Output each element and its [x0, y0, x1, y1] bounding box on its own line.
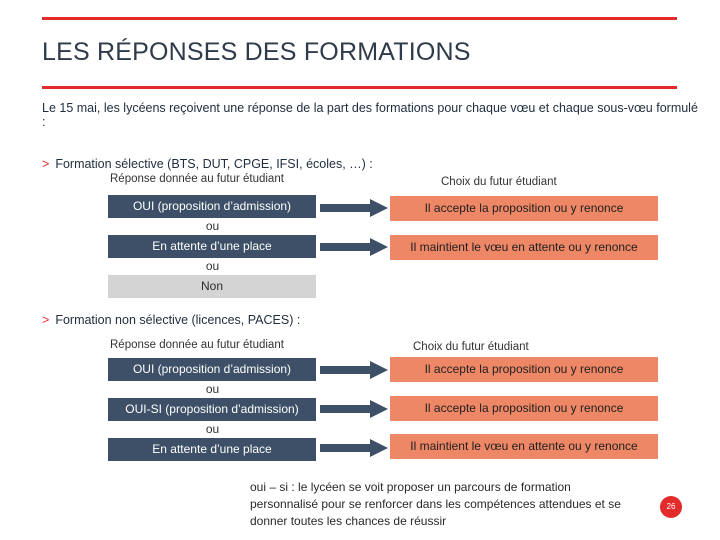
nonselective-left-header: Réponse donnée au futur étudiant [110, 339, 284, 351]
chevron-right-icon: > [42, 157, 50, 171]
title-rule [42, 86, 677, 89]
nonselective-bullet-text: Formation non sélective (licences, PACES) : [55, 313, 301, 327]
selective-response-non: Non [108, 275, 316, 298]
arrow-right-icon [320, 238, 388, 256]
nonselective-response-attente: En attente d’une place [108, 438, 316, 461]
selective-response-attente: En attente d’une place [108, 235, 316, 258]
arrow-right-icon [320, 361, 388, 379]
selective-choice-accept: Il accepte la proposition ou y renonce [390, 196, 658, 221]
nonselective-right-header: Choix du futur étudiant [413, 341, 529, 353]
nonselective-separator-1: ou [205, 382, 220, 396]
page-title: LES RÉPONSES DES FORMATIONS [42, 38, 471, 66]
selective-separator-1: ou [205, 219, 220, 233]
selective-bullet-text: Formation sélective (BTS, DUT, CPGE, IFSI, écoles, …) : [55, 157, 373, 171]
nonselective-response-oui: OUI (proposition d’admission) [108, 358, 316, 381]
selective-separator-2: ou [205, 259, 220, 273]
chevron-right-icon: > [42, 313, 50, 327]
selective-left-header: Réponse donnée au futur étudiant [110, 173, 284, 185]
nonselective-bullet [42, 313, 300, 327]
nonselective-response-ouisi: OUI-SI (proposition d’admission) [108, 398, 316, 421]
selective-right-header: Choix du futur étudiant [441, 176, 557, 188]
selective-bullet [42, 157, 373, 171]
arrow-right-icon [320, 400, 388, 418]
page-number-badge: 26 [660, 496, 682, 518]
nonselective-separator-2: ou [205, 422, 220, 436]
selective-choice-maintain: Il maintient le vœu en attente ou y renonce [390, 235, 658, 260]
arrow-right-icon [320, 199, 388, 217]
top-rule [42, 17, 677, 20]
nonselective-choice-maintain: Il maintient le vœu en attente ou y renonce [390, 434, 658, 459]
oui-si-note: oui – si : le lycéen se voit proposer un parcours de formation personnalisé pour se renforcer dans les compétences attendues et se donner toutes les chances de réussir [250, 480, 621, 528]
selective-response-oui: OUI (proposition d’admission) [108, 195, 316, 218]
nonselective-choice-accept-2: Il accepte la proposition ou y renonce [390, 396, 658, 421]
nonselective-choice-accept-1: Il accepte la proposition ou y renonce [390, 357, 658, 382]
intro-text: Le 15 mai, les lycéens reçoivent une réponse de la part des formations pour chaque vœu et chaque sous-vœu formulé : [42, 101, 698, 129]
arrow-right-icon [320, 439, 388, 457]
